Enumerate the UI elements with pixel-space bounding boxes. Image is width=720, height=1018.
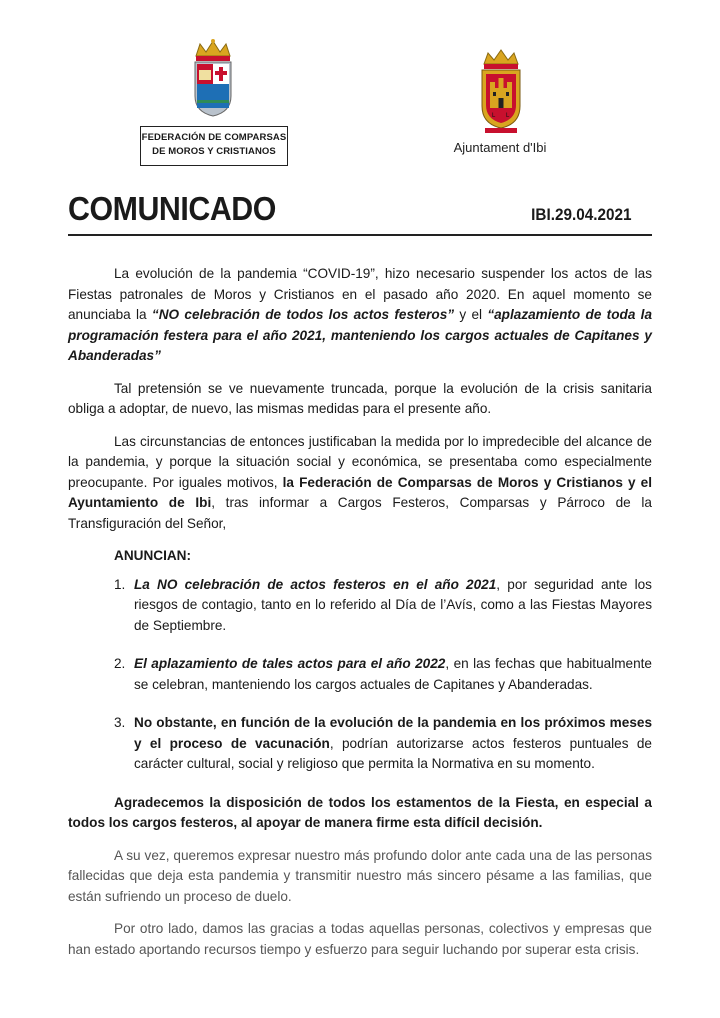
federation-name-line1: FEDERACIÓN DE COMPARSAS xyxy=(141,132,287,143)
list-item-text: , podrían autorizarse actos festeros puntuales de carácter cultural, social y religioso que permita la Normativa en su momento. xyxy=(134,735,652,771)
federation-name-box xyxy=(140,126,288,166)
paragraph-circunstancias-a: Las circunstancias de entonces justificaban la medida por lo impredecible del alcance de la pandemia, y porque la situación social y económica, se presentaba como especialmente preocupante. Por iguales motivos, xyxy=(68,433,652,490)
list-item-emphasis: La NO celebración de actos festeros en el año 2021 xyxy=(134,576,497,592)
paragraph-intro-c: y el xyxy=(454,307,488,322)
paragraph-circunstancias xyxy=(68,432,652,535)
list-item-emphasis: No obstante, en función de la evolución de la pandemia en los próximos meses y el proceso de vacunación xyxy=(134,715,652,751)
ayuntamiento-name: Ajuntament d'Ibi xyxy=(453,140,547,155)
document-date: IBI.29.04.2021 xyxy=(531,205,632,224)
list-item-text: , por seguridad ante los riesgos de contagio, tanto en lo referido al Día de l’Avís, como a las Fiestas Mayores de Septiembre. xyxy=(134,576,652,633)
page-title: COMUNICADO xyxy=(68,190,276,227)
ibi-crest-icon xyxy=(477,48,525,136)
crest-letter-l2: L xyxy=(506,113,510,119)
list-item-text: , en las fechas que habitualmente se celebran, manteniendo los cargos actuales de Capitanes y Abanderadas. xyxy=(134,656,652,692)
list-item-emphasis: El aplazamiento de tales actos para el año 2022 xyxy=(134,656,446,671)
list-item xyxy=(68,713,652,775)
paragraph-intro-a: La evolución de la pandemia “COVID-19”, hizo necesario suspender los actos de las Fiestas patronales de Moros y Cristianos en el pasado año 2020. En aquel momento se anunciaba la xyxy=(68,266,652,322)
paragraph-thanks: Agradecemos la disposición de todos los estamentos de la Fiesta, en especial a todos los cargos festeros, al apoyar de manera firme esta difícil decisión. xyxy=(68,794,652,830)
list-item xyxy=(68,575,652,637)
paragraph-condolences: A su vez, queremos expresar nuestro más profundo dolor ante cada una de las personas fallecidas que deja esta pandemia y transmitir nuestro más sincero pésame a las familias, que están sufriendo un proceso de duelo. xyxy=(68,847,652,904)
list-item-number: 1. xyxy=(114,576,126,592)
title-divider xyxy=(68,234,652,236)
paragraph-circunstancias-bold: la Federación de Comparsas de Moros y Cristianos y el Ayuntamiento de Ibi xyxy=(68,474,652,510)
paragraph-intro-quote-2: “aplazamiento de toda la programación festera para el año 2021, manteniendo los cargos actuales de Capitanes y Abanderadas” xyxy=(68,307,652,363)
paragraph-circunstancias-c: , tras informar a Cargos Festeros, Comparsas y Párroco de la Transfiguración del Señor, xyxy=(68,495,652,531)
crest-letter-l1: L xyxy=(492,113,496,119)
document-body xyxy=(68,264,652,972)
paragraph-intro xyxy=(68,264,652,367)
list-item xyxy=(68,654,652,695)
list-item-number: 2. xyxy=(114,656,126,671)
announcement-list xyxy=(68,575,652,775)
federation-crest-icon xyxy=(190,38,236,118)
federation-name-line2: DE MOROS Y CRISTIANOS xyxy=(152,146,276,157)
paragraph-gratitude: Por otro lado, damos las gracias a todas aquellas personas, colectivos y empresas que han estado aportando recursos tiempo y esfuerzo para seguir luchando por superar esta crisis. xyxy=(68,921,652,957)
list-item-number: 3. xyxy=(114,715,126,730)
anuncian-heading: ANUNCIAN: xyxy=(114,548,192,563)
paragraph-truncada: Tal pretensión se ve nuevamente truncada, porque la evolución de la crisis sanitaria obliga a adoptar, de nuevo, las mismas medidas para el presente año. xyxy=(68,380,652,416)
paragraph-intro-quote-1: “NO celebración de todos los actos festeros” xyxy=(151,307,455,322)
